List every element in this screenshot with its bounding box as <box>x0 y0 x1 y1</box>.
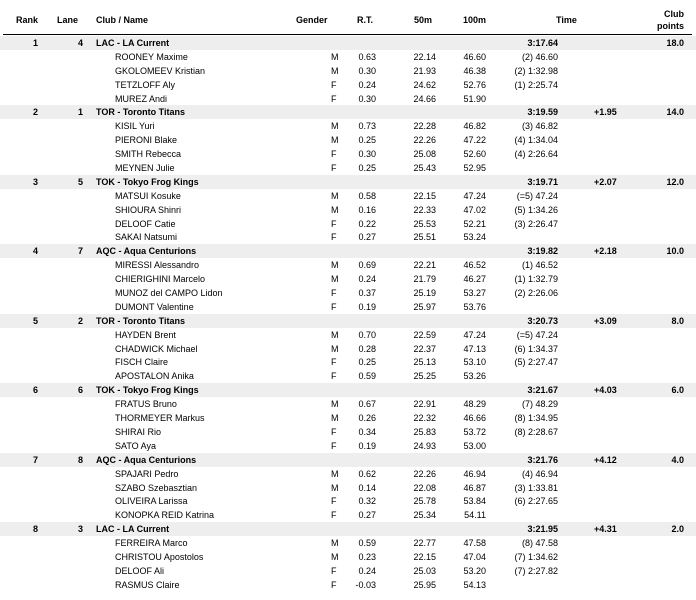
swimmer-row <box>0 411 696 425</box>
split-50: 24.62 <box>413 79 436 90</box>
swimmer-name: GKOLOMEEV Kristian <box>115 65 206 76</box>
leg-time: (2) 1:32.98 <box>514 65 558 76</box>
split-50: 22.14 <box>413 51 436 62</box>
split-100: 54.13 <box>463 579 486 590</box>
club-name-header: Club / Name <box>96 15 149 25</box>
split-100: 53.26 <box>463 371 486 382</box>
club-points: 14.0 <box>666 107 684 118</box>
swimmer-row <box>0 508 696 522</box>
team-row <box>0 314 696 328</box>
swimmer-name: SATO Aya <box>115 440 157 451</box>
swimmer-name: CHADWICK Michael <box>115 343 198 354</box>
rt-header: R.T. <box>357 15 374 25</box>
club-points: 18.0 <box>666 38 684 48</box>
gender: F <box>331 288 337 299</box>
swimmer-name: CHIERIGHINI Marcelo <box>115 274 206 285</box>
swimmer-row <box>0 119 696 133</box>
gender: F <box>331 579 337 590</box>
swimmer-name: SPAJARI Pedro <box>115 468 179 479</box>
club-points: 10.0 <box>666 246 684 257</box>
reaction-time: 0.16 <box>358 204 376 215</box>
split-50: 22.59 <box>413 329 436 340</box>
lane: 7 <box>78 246 84 257</box>
reaction-time: 0.63 <box>358 51 376 62</box>
split-50: 22.33 <box>413 204 436 215</box>
swimmer-name: MUNOZ del CAMPO Lidon <box>115 288 223 299</box>
reaction-time: 0.59 <box>358 538 376 549</box>
team-row <box>0 244 696 258</box>
gender: F <box>331 218 337 229</box>
split-100: 52.21 <box>463 218 486 229</box>
lane: 1 <box>78 107 84 118</box>
lane-header: Lane <box>57 15 79 25</box>
swimmer-row <box>0 203 696 217</box>
rank-header: Rank <box>16 15 39 25</box>
swimmer-name: ROONEY Maxime <box>115 51 188 62</box>
split-50: 25.19 <box>413 288 436 299</box>
rank: 4 <box>33 246 39 257</box>
split-50: 22.77 <box>413 538 436 549</box>
split-100: 52.95 <box>463 163 486 174</box>
gender: F <box>331 440 337 451</box>
split-50: 25.43 <box>413 163 436 174</box>
rank: 5 <box>33 315 39 326</box>
club-name: LAC - LA Current <box>96 524 170 535</box>
reaction-time: 0.19 <box>358 301 376 312</box>
leg-time: (3) 2:26.47 <box>514 218 558 229</box>
split-100: 53.76 <box>463 301 486 312</box>
split-50: 25.78 <box>413 496 436 507</box>
split-100: 46.66 <box>463 413 486 424</box>
swimmer-name: PIERONI Blake <box>115 135 178 146</box>
gender: M <box>331 482 339 493</box>
split-100: 47.24 <box>463 329 486 340</box>
gender: M <box>331 121 339 132</box>
swimmer-name: HAYDEN Brent <box>115 329 176 340</box>
reaction-time: -0.03 <box>355 579 376 590</box>
split-100: 46.38 <box>463 65 486 76</box>
swimmer-name: OLIVEIRA Larissa <box>115 496 188 507</box>
swimmer-row <box>0 92 696 106</box>
gender: M <box>331 538 339 549</box>
leg-time: (3) 46.82 <box>521 121 558 132</box>
leg-time: (5) 2:27.47 <box>514 357 558 368</box>
reaction-time: 0.62 <box>358 468 376 479</box>
split-50: 25.95 <box>413 579 436 590</box>
team-time: 3:21.67 <box>527 385 558 396</box>
swimmer-row <box>0 564 696 578</box>
leg-time: (7) 2:27.82 <box>514 565 558 576</box>
swimmer-name: MATSUI Kosuke <box>115 190 181 201</box>
leg-time: (3) 1:33.81 <box>514 482 558 493</box>
swimmer-row <box>0 147 696 161</box>
reaction-time: 0.32 <box>358 496 376 507</box>
time-behind: +4.31 <box>594 524 617 535</box>
swimmer-name: FERREIRA Marco <box>115 538 188 549</box>
leg-time: (5) 1:34.26 <box>514 204 558 215</box>
swimmer-name: KONOPKA REID Katrina <box>115 510 215 521</box>
leg-time: (4) 2:26.64 <box>514 149 558 160</box>
gender: F <box>331 232 337 243</box>
gender: F <box>331 357 337 368</box>
swimmer-name: THORMEYER Markus <box>115 413 205 424</box>
swimmer-name: RASMUS Claire <box>115 579 180 590</box>
club-name: TOR - Toronto Titans <box>96 107 185 118</box>
reaction-time: 0.30 <box>358 149 376 160</box>
time-behind: +4.03 <box>594 385 617 396</box>
swimmer-name: DUMONT Valentine <box>115 301 194 312</box>
split-50: 25.83 <box>413 426 436 437</box>
split-50: 22.15 <box>413 551 436 562</box>
gender: F <box>331 426 337 437</box>
split-100: 52.60 <box>463 149 486 160</box>
gender: M <box>331 399 339 410</box>
leg-time: (=5) 47.24 <box>516 329 558 340</box>
gender: M <box>331 65 339 76</box>
gender: F <box>331 510 337 521</box>
swimmer-row <box>0 64 696 78</box>
reaction-time: 0.23 <box>358 551 376 562</box>
club-name: AQC - Aqua Centurions <box>96 246 197 257</box>
club-points: 6.0 <box>671 385 684 396</box>
lane: 8 <box>78 454 84 465</box>
team-row <box>0 36 696 50</box>
gender: F <box>331 93 337 104</box>
split-100: 53.27 <box>463 288 486 299</box>
lane: 5 <box>78 176 84 187</box>
swimmer-row <box>0 355 696 369</box>
rank: 6 <box>33 385 39 396</box>
split-100: 46.60 <box>463 51 486 62</box>
reaction-time: 0.59 <box>358 371 376 382</box>
time-behind: +1.95 <box>594 107 617 118</box>
reaction-time: 0.25 <box>358 135 376 146</box>
reaction-time: 0.14 <box>358 482 376 493</box>
swimmer-row <box>0 217 696 231</box>
split-50: 22.26 <box>413 135 436 146</box>
swimmer-name: KISIL Yuri <box>115 121 155 132</box>
lane: 2 <box>78 315 84 326</box>
split-100: 46.82 <box>463 121 486 132</box>
split-50: 22.91 <box>413 399 436 410</box>
swimmer-name: FISCH Claire <box>115 357 169 368</box>
swimmer-row <box>0 258 696 272</box>
reaction-time: 0.19 <box>358 440 376 451</box>
swimmer-name: SHIOURA Shinri <box>115 204 182 215</box>
club-name: TOK - Tokyo Frog Kings <box>96 385 199 396</box>
gender: M <box>331 51 339 62</box>
swimmer-row <box>0 230 696 244</box>
split-50: 25.53 <box>413 218 436 229</box>
gender: F <box>331 371 337 382</box>
swimmer-row <box>0 342 696 356</box>
club-name: AQC - Aqua Centurions <box>96 454 197 465</box>
reaction-time: 0.26 <box>358 413 376 424</box>
swimmer-row <box>0 78 696 92</box>
reaction-time: 0.28 <box>358 343 376 354</box>
swimmer-name: DELOOF Ali <box>115 565 165 576</box>
rank: 7 <box>33 454 39 465</box>
rank: 1 <box>33 38 39 48</box>
results-table <box>0 36 696 592</box>
leg-time: (2) 2:26.06 <box>514 288 558 299</box>
swimmer-row <box>0 494 696 508</box>
split-100-header: 100m <box>463 15 487 25</box>
gender: M <box>331 468 339 479</box>
split-50: 22.37 <box>413 343 436 354</box>
leg-time: (1) 46.52 <box>521 260 558 271</box>
swimmer-row <box>0 286 696 300</box>
split-50: 22.26 <box>413 468 436 479</box>
gender: F <box>331 565 337 576</box>
team-row <box>0 175 696 189</box>
reaction-time: 0.24 <box>358 274 376 285</box>
swimmer-row <box>0 578 696 592</box>
swimmer-name: SAKAI Natsumi <box>115 232 178 243</box>
lane: 3 <box>78 524 84 535</box>
swimmer-row <box>0 550 696 564</box>
swimmer-name: SZABO Szebasztian <box>115 482 198 493</box>
swimmer-name: CHRISTOU Apostolos <box>115 551 204 562</box>
swimmer-row <box>0 161 696 175</box>
swimmer-name: MUREZ Andi <box>115 93 168 104</box>
split-100: 46.94 <box>463 468 486 479</box>
team-row <box>0 383 696 397</box>
leg-time: (6) 2:27.65 <box>514 496 558 507</box>
results-header <box>0 0 696 34</box>
club-name: LAC - LA Current <box>96 38 170 48</box>
swimmer-row <box>0 439 696 453</box>
leg-time: (7) 48.29 <box>521 399 558 410</box>
split-100: 53.00 <box>463 440 486 451</box>
gender-header: Gender <box>296 15 328 25</box>
reaction-time: 0.58 <box>358 190 376 201</box>
split-100: 47.04 <box>463 551 486 562</box>
lane: 4 <box>78 38 84 48</box>
swimmer-row <box>0 300 696 314</box>
swimmer-row <box>0 467 696 481</box>
split-50: 22.28 <box>413 121 436 132</box>
split-100: 52.76 <box>463 79 486 90</box>
time-header: Time <box>556 15 577 25</box>
split-50: 22.08 <box>413 482 436 493</box>
team-row <box>0 105 696 119</box>
split-50: 22.32 <box>413 413 436 424</box>
split-50: 25.13 <box>413 357 436 368</box>
split-50: 21.93 <box>413 65 436 76</box>
split-50: 22.15 <box>413 190 436 201</box>
reaction-time: 0.30 <box>358 65 376 76</box>
team-row <box>0 522 696 536</box>
reaction-time: 0.27 <box>358 232 376 243</box>
reaction-time: 0.34 <box>358 426 376 437</box>
reaction-time: 0.25 <box>358 163 376 174</box>
split-100: 46.27 <box>463 274 486 285</box>
split-100: 54.11 <box>464 510 486 521</box>
swimmer-name: APOSTALON Anika <box>115 371 194 382</box>
reaction-time: 0.37 <box>358 288 376 299</box>
club-points: 8.0 <box>671 315 684 326</box>
swimmer-name: FRATUS Bruno <box>115 399 177 410</box>
gender: F <box>331 79 337 90</box>
time-behind: +2.07 <box>594 176 617 187</box>
split-100: 47.02 <box>463 204 486 215</box>
reaction-time: 0.73 <box>358 121 376 132</box>
gender: M <box>331 204 339 215</box>
swimmer-name: SHIRAI Rio <box>115 426 162 437</box>
split-100: 53.72 <box>463 426 486 437</box>
reaction-time: 0.24 <box>358 79 376 90</box>
split-50: 24.93 <box>413 440 436 451</box>
split-50: 25.97 <box>413 301 436 312</box>
split-100: 51.90 <box>463 93 486 104</box>
reaction-time: 0.25 <box>358 357 376 368</box>
swimmer-row <box>0 481 696 495</box>
split-100: 53.84 <box>463 496 486 507</box>
reaction-time: 0.30 <box>358 93 376 104</box>
leg-time: (8) 2:28.67 <box>514 426 558 437</box>
split-50: 25.03 <box>413 565 436 576</box>
leg-time: (8) 1:34.95 <box>514 413 558 424</box>
gender: M <box>331 329 339 340</box>
swimmer-row <box>0 425 696 439</box>
split-100: 47.22 <box>463 135 486 146</box>
leg-time: (4) 1:34.04 <box>514 135 558 146</box>
swimmer-row <box>0 369 696 383</box>
gender: F <box>331 496 337 507</box>
club-points: 2.0 <box>671 524 684 535</box>
club-name: TOK - Tokyo Frog Kings <box>96 176 199 187</box>
reaction-time: 0.67 <box>358 399 376 410</box>
reaction-time: 0.70 <box>358 329 376 340</box>
team-row <box>0 453 696 467</box>
club-points: 12.0 <box>666 176 684 187</box>
lane: 6 <box>78 385 84 396</box>
leg-time: (=5) 47.24 <box>516 190 558 201</box>
leg-time: (2) 46.60 <box>521 51 558 62</box>
split-100: 47.13 <box>463 343 486 354</box>
split-100: 53.20 <box>463 565 486 576</box>
reaction-time: 0.69 <box>358 260 376 271</box>
team-time: 3:21.76 <box>527 454 558 465</box>
swimmer-name: MEYNEN Julie <box>115 163 175 174</box>
split-100: 48.29 <box>463 399 486 410</box>
swimmer-row <box>0 397 696 411</box>
split-50: 25.08 <box>413 149 436 160</box>
swimmer-row <box>0 50 696 64</box>
gender: M <box>331 343 339 354</box>
leg-time: (4) 46.94 <box>521 468 558 479</box>
gender: F <box>331 301 337 312</box>
split-50-header: 50m <box>414 15 433 25</box>
club-name: TOR - Toronto Titans <box>96 315 185 326</box>
time-behind: +3.09 <box>594 315 617 326</box>
split-100: 46.87 <box>463 482 486 493</box>
gender: F <box>331 163 337 174</box>
points-header-line1: Club <box>664 9 684 19</box>
leg-time: (8) 47.58 <box>521 538 558 549</box>
split-100: 46.52 <box>463 260 486 271</box>
reaction-time: 0.24 <box>358 565 376 576</box>
gender: M <box>331 190 339 201</box>
split-50: 25.51 <box>413 232 436 243</box>
team-time: 3:19.59 <box>527 107 558 118</box>
team-time: 3:21.95 <box>527 524 558 535</box>
leg-time: (1) 2:25.74 <box>514 79 558 90</box>
split-100: 53.24 <box>463 232 486 243</box>
time-behind: +2.18 <box>594 246 617 257</box>
points-header-line2: points <box>657 21 684 31</box>
reaction-time: 0.22 <box>358 218 376 229</box>
gender: M <box>331 274 339 285</box>
swimmer-name: DELOOF Catie <box>115 218 176 229</box>
header-divider <box>3 34 692 35</box>
gender: M <box>331 260 339 271</box>
swimmer-name: TETZLOFF Aly <box>115 79 176 90</box>
split-50: 25.34 <box>413 510 436 521</box>
gender: F <box>331 149 337 160</box>
swimmer-name: SMITH Rebecca <box>115 149 182 160</box>
swimmer-name: MIRESSI Alessandro <box>115 260 200 271</box>
team-time: 3:19.82 <box>527 246 558 257</box>
team-time: 3:20.73 <box>527 315 558 326</box>
swimmer-row <box>0 189 696 203</box>
reaction-time: 0.27 <box>358 510 376 521</box>
gender: M <box>331 135 339 146</box>
time-behind: +4.12 <box>594 454 617 465</box>
team-time: 3:17.64 <box>527 38 558 48</box>
club-points: 4.0 <box>671 454 684 465</box>
gender: M <box>331 413 339 424</box>
split-100: 53.10 <box>463 357 486 368</box>
swimmer-row <box>0 536 696 550</box>
split-100: 47.24 <box>463 190 486 201</box>
split-50: 22.21 <box>413 260 436 271</box>
swimmer-row <box>0 133 696 147</box>
rank: 8 <box>33 524 39 535</box>
swimmer-row <box>0 328 696 342</box>
split-50: 24.66 <box>413 93 436 104</box>
team-time: 3:19.71 <box>527 176 558 187</box>
leg-time: (7) 1:34.62 <box>514 551 558 562</box>
gender: M <box>331 551 339 562</box>
split-100: 47.58 <box>463 538 486 549</box>
leg-time: (6) 1:34.37 <box>514 343 558 354</box>
split-50: 21.79 <box>413 274 436 285</box>
rank: 3 <box>33 176 39 187</box>
rank: 2 <box>33 107 39 118</box>
swimmer-row <box>0 272 696 286</box>
split-50: 25.25 <box>413 371 436 382</box>
leg-time: (1) 1:32.79 <box>514 274 558 285</box>
